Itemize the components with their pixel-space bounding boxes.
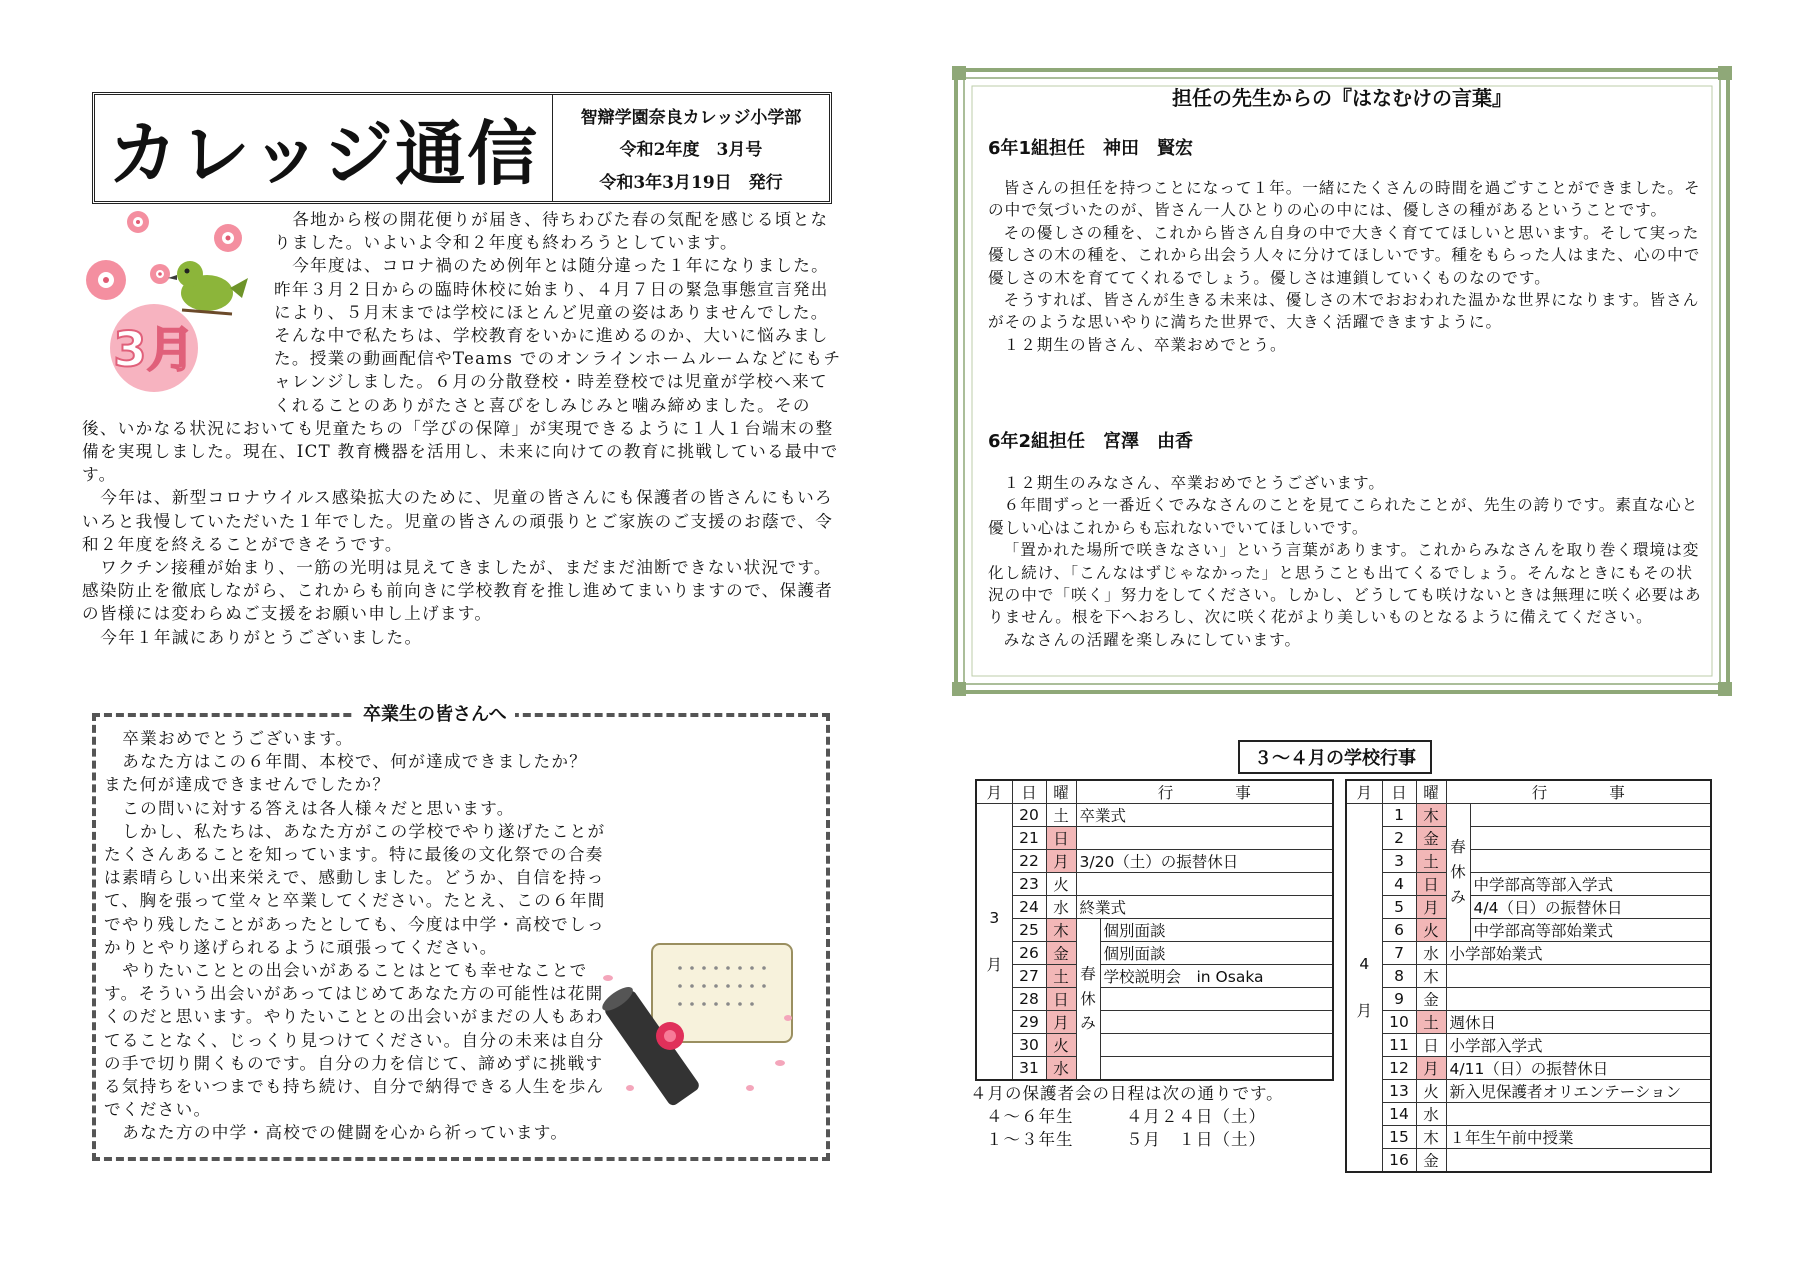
table-row	[1346, 1103, 1711, 1126]
paragraph: あなた方はこの６年間、本校で、何が達成できましたか？ また何が達成できませんでしたか？	[104, 752, 606, 795]
pta-date: ５月 １日（土）	[1126, 1130, 1266, 1149]
svg-text:3月: 3月	[113, 322, 195, 378]
day-cell: 24	[1012, 896, 1046, 919]
weekday-cell: 土	[1416, 850, 1446, 873]
event-cell: 学校説明会 in Osaka	[1100, 965, 1333, 988]
table-row	[976, 1034, 1333, 1057]
table-row	[976, 965, 1333, 988]
table-row	[976, 919, 1333, 942]
day-cell: 29	[1012, 1011, 1046, 1034]
spring-break-label: み	[1080, 1014, 1096, 1033]
pta-grade: ４～６年生	[986, 1107, 1074, 1126]
paragraph: 皆さんの担任を持つことになって１年。一緒にたくさんの時間を過ごすことができました。その中で気づいたのが、皆さん一人ひとりの心の中には、優しさの種があるということです。	[988, 179, 1701, 220]
pta-row	[970, 1105, 1284, 1128]
month-label: 3	[989, 908, 1000, 927]
event-cell	[1470, 850, 1711, 873]
weekday-cell: 日	[1416, 873, 1446, 896]
event-cell	[1446, 965, 1711, 988]
event-cell: １年生午前中授業	[1446, 1126, 1711, 1149]
illustration-space	[82, 208, 274, 398]
event-cell: 卒業式	[1076, 804, 1333, 827]
table-row	[1346, 965, 1711, 988]
day-cell: 10	[1382, 1011, 1416, 1034]
weekday-cell: 木	[1416, 1126, 1446, 1149]
table-row	[976, 942, 1333, 965]
day-cell: 2	[1382, 827, 1416, 850]
paragraph: やりたいこととの出会いがあることはとても幸せなことです。そういう出会いがあってはじめてあなた方の可能性は花開くのだと思います。やりたいこととの出会いがまだの人もあわてることなく、じっくり見つけてください。自分の未来は自分の手で切り開くものです。自分の力を信じて、諦めずに挑戦する気持ちをいつまでも持ち続け、自分で納得できる人生を歩んでください。	[104, 961, 605, 1120]
weekday-cell: 日	[1046, 827, 1076, 850]
day-cell: 21	[1012, 827, 1046, 850]
paragraph: この問いに対する答えは各人様々だと思います。	[122, 798, 515, 818]
parent-meeting-note	[970, 1082, 1284, 1151]
table-row	[1346, 850, 1711, 873]
table-row	[1346, 896, 1711, 919]
table-row	[1346, 919, 1711, 942]
day-cell: 27	[1012, 965, 1046, 988]
spring-break-label: み	[1450, 887, 1466, 906]
day-cell: 11	[1382, 1034, 1416, 1057]
weekday-cell: 金	[1416, 1149, 1446, 1173]
column-header: 曜	[1416, 780, 1446, 804]
table-row	[976, 804, 1333, 827]
weekday-cell: 木	[1416, 965, 1446, 988]
day-cell: 14	[1382, 1103, 1416, 1126]
table-row	[976, 850, 1333, 873]
weekday-cell: 月	[1416, 1057, 1446, 1080]
day-cell: 6	[1382, 919, 1416, 942]
masthead	[92, 92, 832, 204]
weekday-cell: 火	[1046, 1034, 1076, 1057]
day-cell: 23	[1012, 873, 1046, 896]
column-header: 月	[976, 780, 1012, 804]
teacher2-heading: 6年2組担任 宮澤 由香	[988, 431, 1194, 452]
weekday-cell: 土	[1046, 965, 1076, 988]
column-header: 日	[1382, 780, 1416, 804]
column-header: 月	[1346, 780, 1382, 804]
event-cell: 4/11（日）の振替休日	[1446, 1057, 1711, 1080]
paragraph: ６年間ずっと一番近くでみなさんのことを見てこられたことが、先生の誇りです。素直な心と優しい心はこれからも忘れないでいてほしいです。	[988, 496, 1699, 537]
column-header: 曜	[1046, 780, 1076, 804]
event-cell: 小学部入学式	[1446, 1034, 1711, 1057]
pta-intro: ４月の保護者会の日程は次の通りです。	[970, 1084, 1284, 1103]
event-cell: 週休日	[1446, 1011, 1711, 1034]
paragraph: 卒業おめでとうございます。	[122, 729, 354, 748]
weekday-cell: 土	[1046, 804, 1076, 827]
event-cell	[1470, 827, 1711, 850]
school-name: 智辯学園奈良カレッジ小学部	[580, 107, 802, 128]
table-row	[1346, 1034, 1711, 1057]
march-rows	[976, 804, 1333, 1081]
weekday-cell: 火	[1416, 1080, 1446, 1103]
weekday-cell: 日	[1046, 988, 1076, 1011]
masthead-info	[553, 95, 829, 201]
weekday-cell: 水	[1416, 942, 1446, 965]
table-header-row	[1346, 780, 1711, 804]
paragraph: その優しさの種を、これから皆さん自身の中で大きく育ててほしいと思います。そして実った優しさの木の種を、これから出会う人々に分けてほしいです。種をもらった人はまた、心の中で優しさの木を育ててくれるでしょう。優しさは連鎖していくものなのです。	[988, 223, 1701, 287]
month-label: 月	[1356, 1001, 1372, 1020]
day-cell: 5	[1382, 896, 1416, 919]
event-cell	[1100, 1034, 1333, 1057]
paragraph: 今年度は、コロナ禍のため例年とは随分違った１年になりました。昨年３月２日からの臨時休校に始まり、４月７日の緊急事態宣言発出により、５月末までは学校にほとんど児童の姿はありませんでした。そんな中で私たちは、学校教育をいかに進めるのか、大いに悩みました。授業の動画配信やTeams でのオンラインホームルームなどにもチャレンジしました。６月の分散登校・時差登校では児童が学校へ来てくれることのありがたさと喜びをしみじみと噛み締めました。その後、いかなる状況においても児童たちの「学びの保障」が実現できるように１人１台端末の整備を実現しました。現在、ICT 教育機器を活用し、未来に向けての教育に挑戦している最中です。	[82, 256, 842, 485]
diploma-icon	[600, 938, 800, 1108]
weekday-cell: 金	[1046, 942, 1076, 965]
paragraph: １２期生のみなさん、卒業おめでとうございます。	[1003, 474, 1385, 492]
schedule-title: ３～４月の学校行事	[1238, 740, 1432, 774]
paragraph: 今年１年誠にありがとうございました。	[100, 627, 423, 647]
month-label: 4	[1359, 954, 1370, 973]
day-cell: 13	[1382, 1080, 1416, 1103]
event-cell: 終業式	[1076, 896, 1333, 919]
table-row	[1346, 988, 1711, 1011]
month-cell	[1346, 804, 1382, 1173]
issue-label: 令和2年度 3月号	[619, 140, 763, 161]
table-row	[976, 896, 1333, 919]
graduates-title: 卒業生の皆さんへ	[355, 700, 515, 726]
paragraph: あなた方の中学・高校での健闘を心から祈っています。	[122, 1123, 569, 1143]
day-cell: 20	[1012, 804, 1046, 827]
weekday-cell: 日	[1416, 1034, 1446, 1057]
publish-date: 令和3年3月19日 発行	[599, 173, 783, 194]
march-schedule-table	[975, 779, 1334, 1081]
paragraph: みなさんの活躍を楽しみにしています。	[1003, 630, 1302, 649]
paragraph: １２期生の皆さん、卒業おめでとう。	[1003, 335, 1287, 354]
pta-grade: １～３年生	[986, 1130, 1074, 1149]
newsletter-title: カレッジ通信	[95, 95, 553, 201]
event-cell: 3/20（土）の振替休日	[1076, 850, 1333, 873]
event-cell: 個別面談	[1100, 919, 1333, 942]
weekday-cell: 金	[1416, 988, 1446, 1011]
event-cell	[1100, 1057, 1333, 1081]
spring-break-label: 休	[1450, 863, 1466, 882]
event-cell	[1100, 1011, 1333, 1034]
event-cell: 中学部高等部入学式	[1470, 873, 1711, 896]
month-cell	[976, 804, 1012, 1081]
april-rows	[1346, 804, 1711, 1173]
column-header: 行 事	[1076, 780, 1333, 804]
table-row	[976, 1011, 1333, 1034]
day-cell: 26	[1012, 942, 1046, 965]
april-schedule-table	[1345, 779, 1712, 1173]
teacher1-heading: 6年1組担任 神田 賢宏	[988, 138, 1194, 159]
table-row	[1346, 804, 1711, 827]
paragraph: ワクチン接種が始まり、一筋の光明は見えてきましたが、まだまだ油断できない状況です。感染防止を徹底しながら、これからも前向きに学校教育を推し進めてまいりますので、保護者の皆様には変わらぬご支援をお願い申し上げます。	[82, 558, 834, 624]
table-row	[976, 873, 1333, 896]
weekday-cell: 木	[1416, 804, 1446, 827]
day-cell: 30	[1012, 1034, 1046, 1057]
table-row	[1346, 827, 1711, 850]
teacher2-message	[988, 472, 1704, 651]
day-cell: 22	[1012, 850, 1046, 873]
table-row	[976, 988, 1333, 1011]
pta-row	[970, 1128, 1284, 1151]
day-cell: 9	[1382, 988, 1416, 1011]
principal-message	[82, 208, 842, 649]
event-cell: 中学部高等部始業式	[1470, 919, 1711, 942]
event-cell	[1076, 873, 1333, 896]
spring-break-label: 休	[1080, 989, 1096, 1008]
day-cell: 16	[1382, 1149, 1416, 1173]
pta-date: ４月２４日（土）	[1126, 1107, 1266, 1126]
day-cell: 15	[1382, 1126, 1416, 1149]
day-cell: 8	[1382, 965, 1416, 988]
table-row	[1346, 1126, 1711, 1149]
weekday-cell: 月	[1046, 850, 1076, 873]
day-cell: 4	[1382, 873, 1416, 896]
event-cell	[1470, 804, 1711, 827]
event-cell	[1076, 827, 1333, 850]
day-cell: 7	[1382, 942, 1416, 965]
weekday-cell: 金	[1416, 827, 1446, 850]
spring-break-cell	[1446, 804, 1470, 942]
event-cell: 新入児保護者オリエンテーション	[1446, 1080, 1711, 1103]
month-label: 月	[986, 955, 1002, 974]
day-cell: 1	[1382, 804, 1416, 827]
paragraph: しかし、私たちは、あなた方がこの学校でやり遂げたことがたくさんあることを知っています。特に最後の文化祭での合奏は素晴らしい出来栄えで、感動しました。どうか、自信を持って、胸を張って堂々と卒業してください。たとえ、この６年間でやり残したことがあったとしても、今度は中学・高校でしっかりとやり遂げられるように頑張ってください。	[104, 821, 606, 957]
event-cell: 小学部始業式	[1446, 942, 1711, 965]
weekday-cell: 水	[1416, 1103, 1446, 1126]
event-cell	[1446, 1103, 1711, 1126]
paragraph: 各地から桜の開花便りが届き、待ちわびた春の気配を感じる頃となりました。いよいよ令和２年度も終わろうとしています。	[274, 210, 829, 253]
weekday-cell: 土	[1416, 1011, 1446, 1034]
day-cell: 25	[1012, 919, 1046, 942]
column-header: 行 事	[1446, 780, 1711, 804]
event-cell: 4/4（日）の振替休日	[1470, 896, 1711, 919]
table-row	[976, 827, 1333, 850]
table-row	[1346, 1011, 1711, 1034]
table-row	[1346, 1080, 1711, 1103]
weekday-cell: 水	[1046, 896, 1076, 919]
event-cell	[1446, 988, 1711, 1011]
spring-break-label: 春	[1080, 964, 1096, 983]
weekday-cell: 水	[1046, 1057, 1076, 1081]
spring-break-label: 春	[1450, 838, 1466, 857]
weekday-cell: 月	[1046, 1011, 1076, 1034]
weekday-cell: 木	[1046, 919, 1076, 942]
weekday-cell: 火	[1046, 873, 1076, 896]
paragraph: そうすれば、皆さんが生きる未来は、優しさの木でおおわれた温かな世界になります。皆さんがそのような思いやりに満ちた世界で、大きく活躍できますように。	[988, 291, 1700, 332]
messages-title: 担任の先生からの『はなむけの言葉』	[1172, 86, 1512, 110]
day-cell: 28	[1012, 988, 1046, 1011]
day-cell: 31	[1012, 1057, 1046, 1081]
table-row	[1346, 942, 1711, 965]
table-row	[976, 1057, 1333, 1081]
paragraph: 「置かれた場所で咲きなさい」という言葉があります。これからみなさんを取り巻く環境は変化し続け、「こんなはずじゃなかった」と思うことも出てくるでしょう。そんなときにもその状況の中で「咲く」努力をしてください。しかし、どうしても咲けないときは無理に咲く必要はありません。根を下へおろし、次に咲く花がより美しいものとなるように備えてください。	[988, 541, 1702, 627]
day-cell: 12	[1382, 1057, 1416, 1080]
table-row	[1346, 1149, 1711, 1173]
event-cell	[1100, 988, 1333, 1011]
table-row	[1346, 1057, 1711, 1080]
weekday-cell: 火	[1416, 919, 1446, 942]
spring-break-cell	[1076, 919, 1100, 1081]
day-cell: 3	[1382, 850, 1416, 873]
table-row	[1346, 873, 1711, 896]
event-cell	[1446, 1149, 1711, 1173]
weekday-cell: 月	[1416, 896, 1446, 919]
teacher1-message	[988, 177, 1704, 356]
table-header-row	[976, 780, 1333, 804]
column-header: 日	[1012, 780, 1046, 804]
paragraph: 今年は、新型コロナウイルス感染拡大のために、児童の皆さんにも保護者の皆さんにもいろいろと我慢していただいた１年でした。児童の皆さんの頑張りとご家族のご支援のお蔭で、令和２年度を終えることができそうです。	[82, 488, 834, 554]
event-cell: 個別面談	[1100, 942, 1333, 965]
